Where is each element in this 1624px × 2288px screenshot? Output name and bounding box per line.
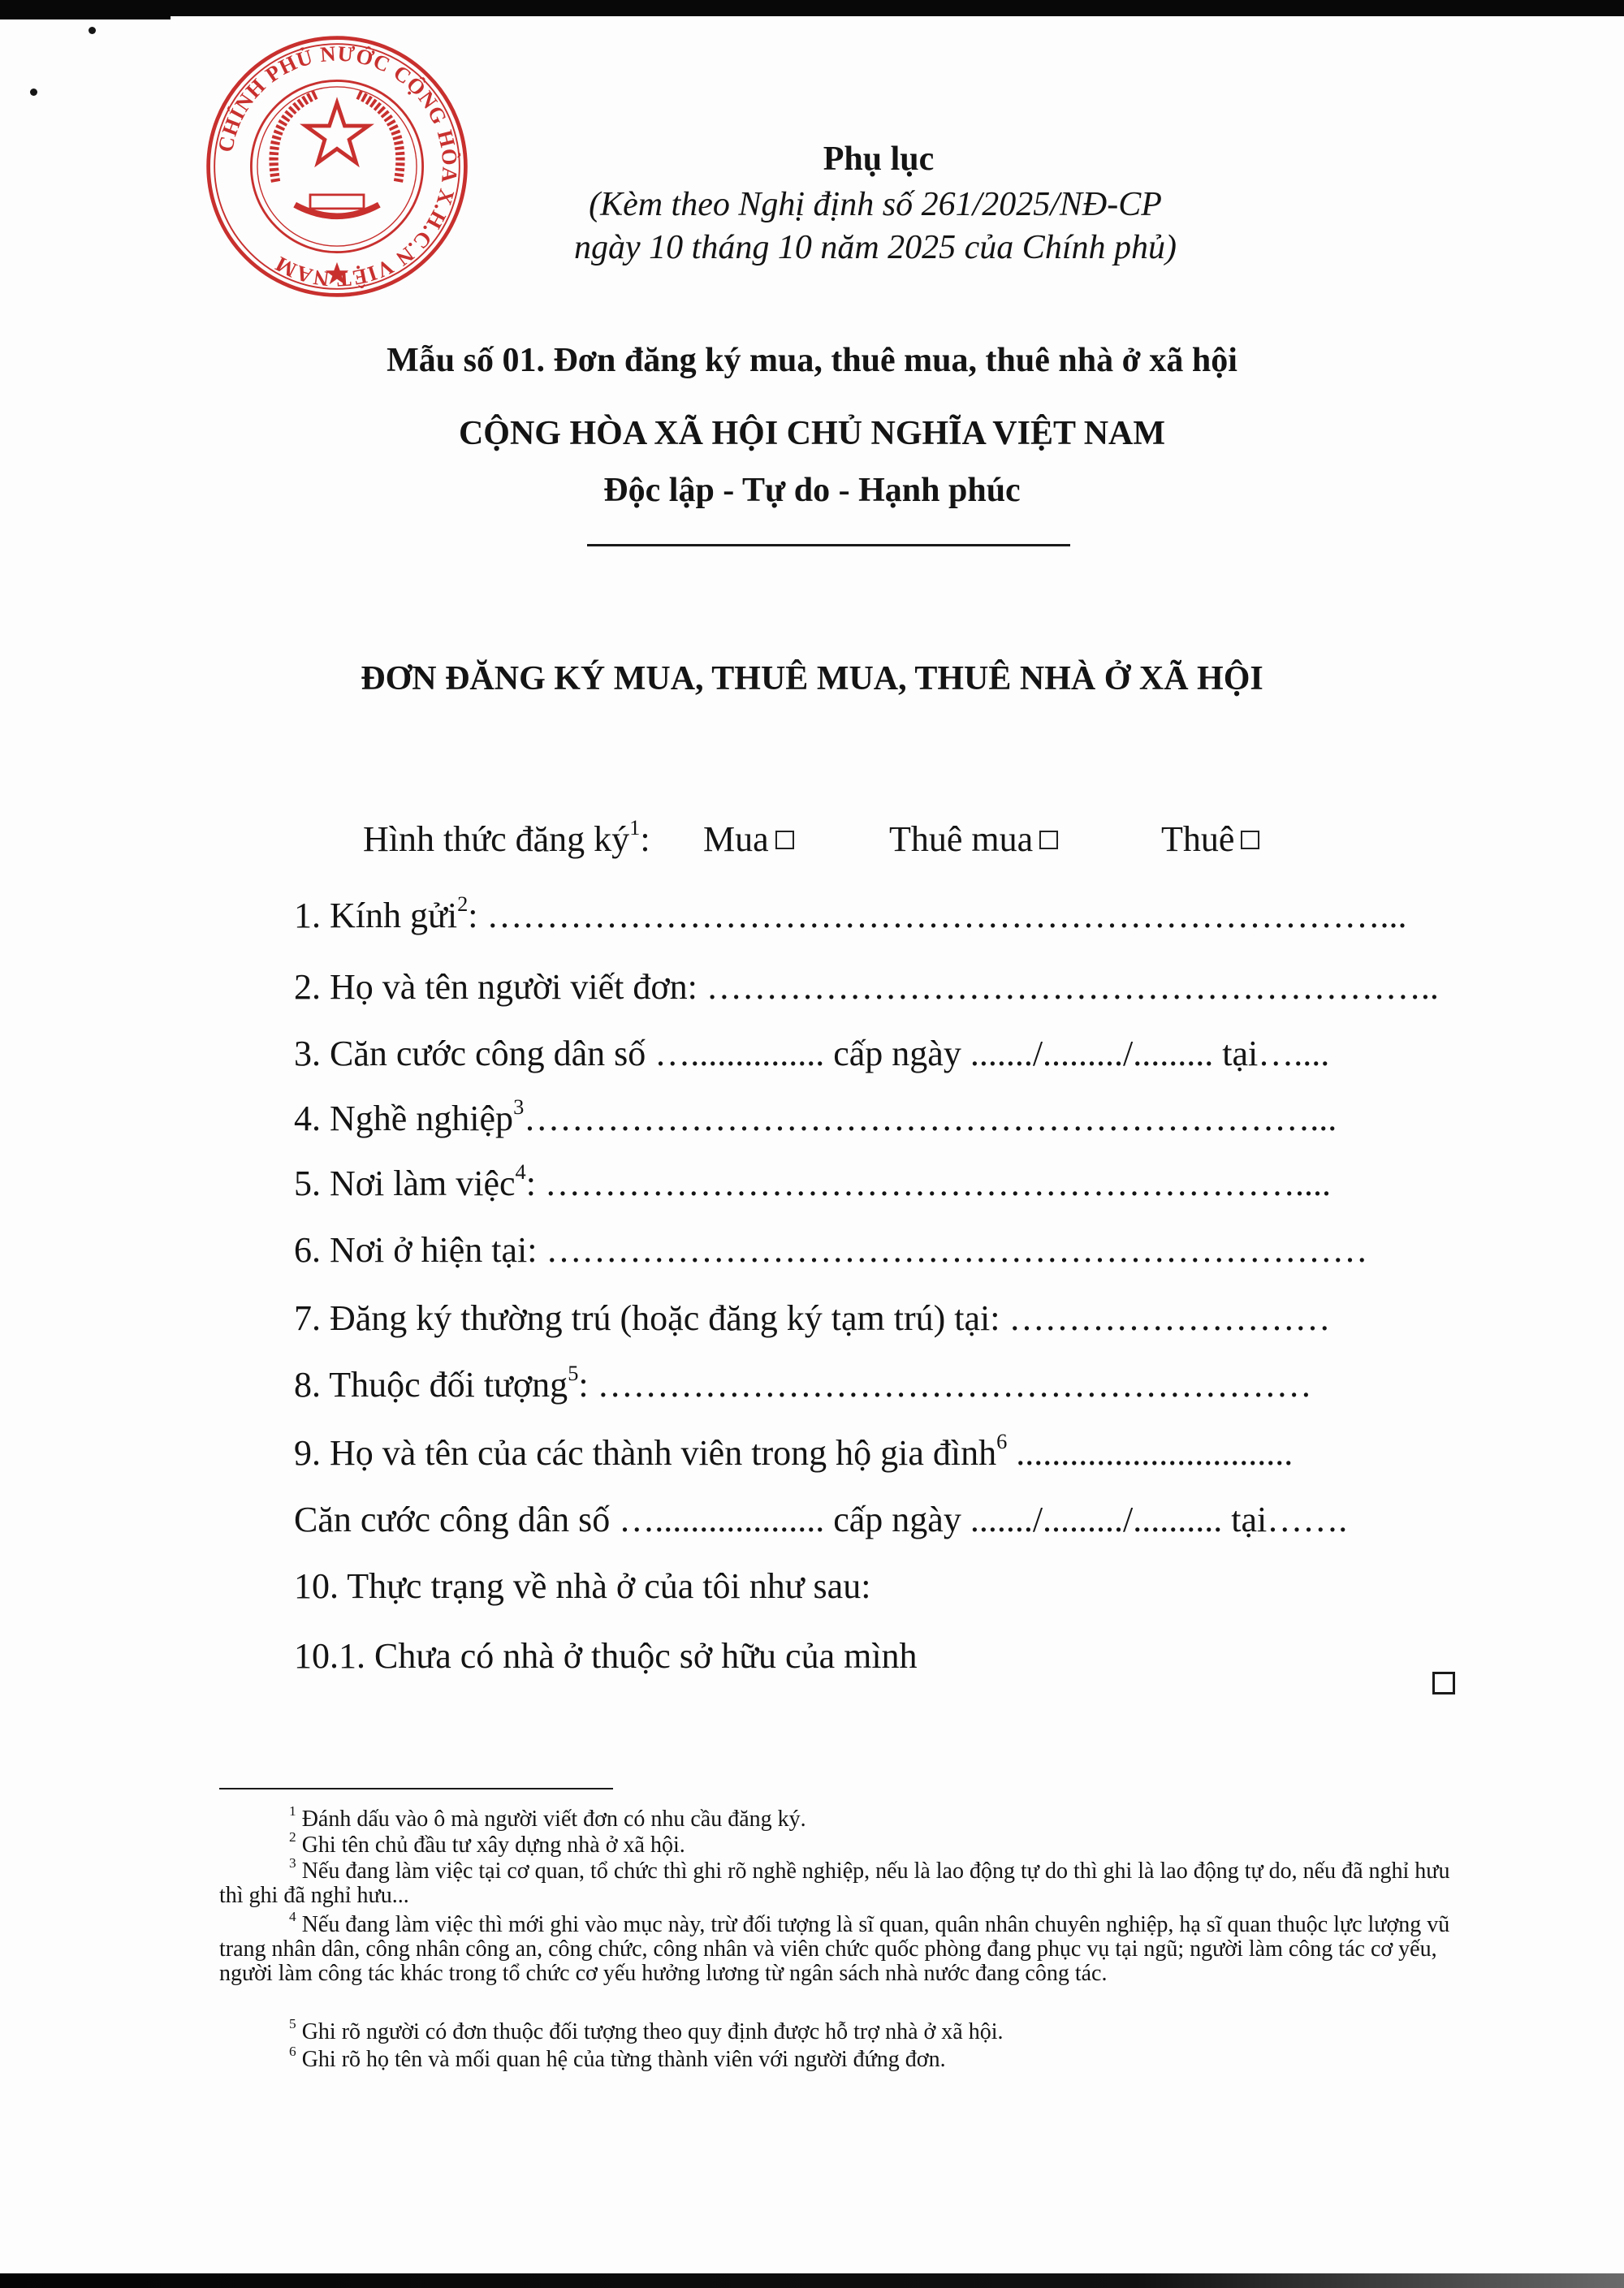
- appendix-title: Phụ lục: [823, 140, 935, 178]
- footnote-1: $^1$ Đánh dấu vào ô mà người viết đơn có nhu cầu đăng ký.: [289, 1802, 806, 1832]
- decree-date: ngày 10 tháng 10 năm 2025 của Chính phủ): [574, 229, 1177, 266]
- field-current-residence[interactable]: 6. Nơi ở hiện tại: ……………………………………………………………: [294, 1230, 1368, 1270]
- national-name: CỘNG HÒA XÃ HỘI CHỦ NGHĨA VIỆT NAM: [458, 415, 1166, 452]
- footnote-3: $^3$ Nếu đang làm việc tại cơ quan, tổ chức thì ghi rõ nghề nghiệp, nếu là lao động tự do thì ghi là lao động tự do, nếu đã nghỉ hưu thì ghi đã nghỉ hưu...: [219, 1854, 1450, 1908]
- section-housing-status: 10. Thực trạng về nhà ở của tôi như sau:: [294, 1566, 871, 1606]
- footnote-separator: [219, 1788, 613, 1789]
- option-thue-mua[interactable]: Thuê mua: [889, 817, 1058, 862]
- national-motto: Độc lập - Tự do - Hạnh phúc: [603, 472, 1021, 509]
- field-citizen-id[interactable]: 3. Căn cước công dân số …............... cấp ngày ......./........./......... tại…....: [294, 1034, 1330, 1073]
- scan-speck: [30, 88, 37, 96]
- seal-ring-text: CHÍNH PHỦ NƯỚC CỘNG HÒA X.H.C.N VIỆT NAM: [213, 41, 463, 292]
- checkbox-mua[interactable]: [775, 831, 794, 849]
- document-title: ĐƠN ĐĂNG KÝ MUA, THUÊ MUA, THUÊ NHÀ Ở XÃ HỘI: [361, 660, 1263, 697]
- scan-border-top: [0, 0, 1624, 16]
- footnote-5: $^5$ Ghi rõ người có đơn thuộc đối tượng theo quy định được hỗ trợ nhà ở xã hội.: [289, 2015, 1004, 2044]
- footnote-6: $^6$ Ghi rõ họ tên và mối quan hệ của từng thành viên với người đứng đơn.: [289, 2043, 946, 2072]
- government-seal-icon: [203, 32, 471, 300]
- scan-border-bottom: [0, 2273, 1624, 2288]
- field-permanent-registration[interactable]: 7. Đăng ký thường trú (hoặc đăng ký tạm trú) tại: ………………………: [294, 1298, 1331, 1338]
- field-household-members[interactable]: 9. Họ và tên của các thành viên trong hộ gia đình$^6$ ...............................: [294, 1431, 1294, 1473]
- footnote-2: $^2$ Ghi tên chủ đầu tư xây dựng nhà ở xã hội.: [289, 1828, 685, 1858]
- registration-type-label: Hình thức đăng $ký^1$:: [363, 815, 650, 859]
- decree-reference: (Kèm theo Nghị định số 261/2025/NĐ-CP: [589, 186, 1162, 223]
- option-no-owned-house-label: 10.1. Chưa có nhà ở thuộc sở hữu của mình: [294, 1636, 918, 1676]
- seal-star-icon: [305, 103, 368, 163]
- option-mua[interactable]: Mua: [703, 817, 794, 862]
- field-member-citizen-id[interactable]: Căn cước công dân số …................... cấp ngày ......./........./.......... tại…….: [294, 1500, 1348, 1539]
- scan-speck: [89, 27, 96, 34]
- field-applicant-name[interactable]: 2. Họ và tên người viết đơn: ……………………………………………………..: [294, 967, 1439, 1007]
- motto-underline: [587, 544, 1070, 546]
- field-eligible-category[interactable]: 8. Thuộc đối tượng$^5$: ……………………………………………………: [294, 1362, 1312, 1405]
- checkbox-thue-mua[interactable]: [1039, 831, 1058, 849]
- form-number: Mẫu số 01. Đơn đăng ký mua, thuê mua, thuê nhà ở xã hội: [387, 342, 1237, 379]
- checkbox-thue[interactable]: [1241, 831, 1259, 849]
- field-occupation[interactable]: 4. Nghề nghiệp$^3$…………………………………………………………...: [294, 1096, 1337, 1138]
- field-workplace[interactable]: 5. Nơi làm việc$^4$: ………………………………………………………....: [294, 1161, 1331, 1203]
- field-kinh-gui[interactable]: 1. Kính gửi$^2$: …………………………………………………………………...: [294, 893, 1407, 935]
- checkbox-no-owned-house[interactable]: [1432, 1672, 1455, 1694]
- footnote-4: $^4$ Nếu đang làm việc thì mới ghi vào mục này, trừ đối tượng là sĩ quan, quân nhân chuyên nghiệp, hạ sĩ quan thuộc lực lượng vũ trang nhân dân, công nhân công an, công chức, công nhân và viên chức quốc phòng đang phục vụ tại ngũ; người làm công tác cơ yếu, người làm công tác khác trong tổ chức cơ yếu hưởng lương từ ngân sách nhà nước đang công tác.: [219, 1908, 1450, 1986]
- option-thue[interactable]: Thuê: [1161, 817, 1259, 862]
